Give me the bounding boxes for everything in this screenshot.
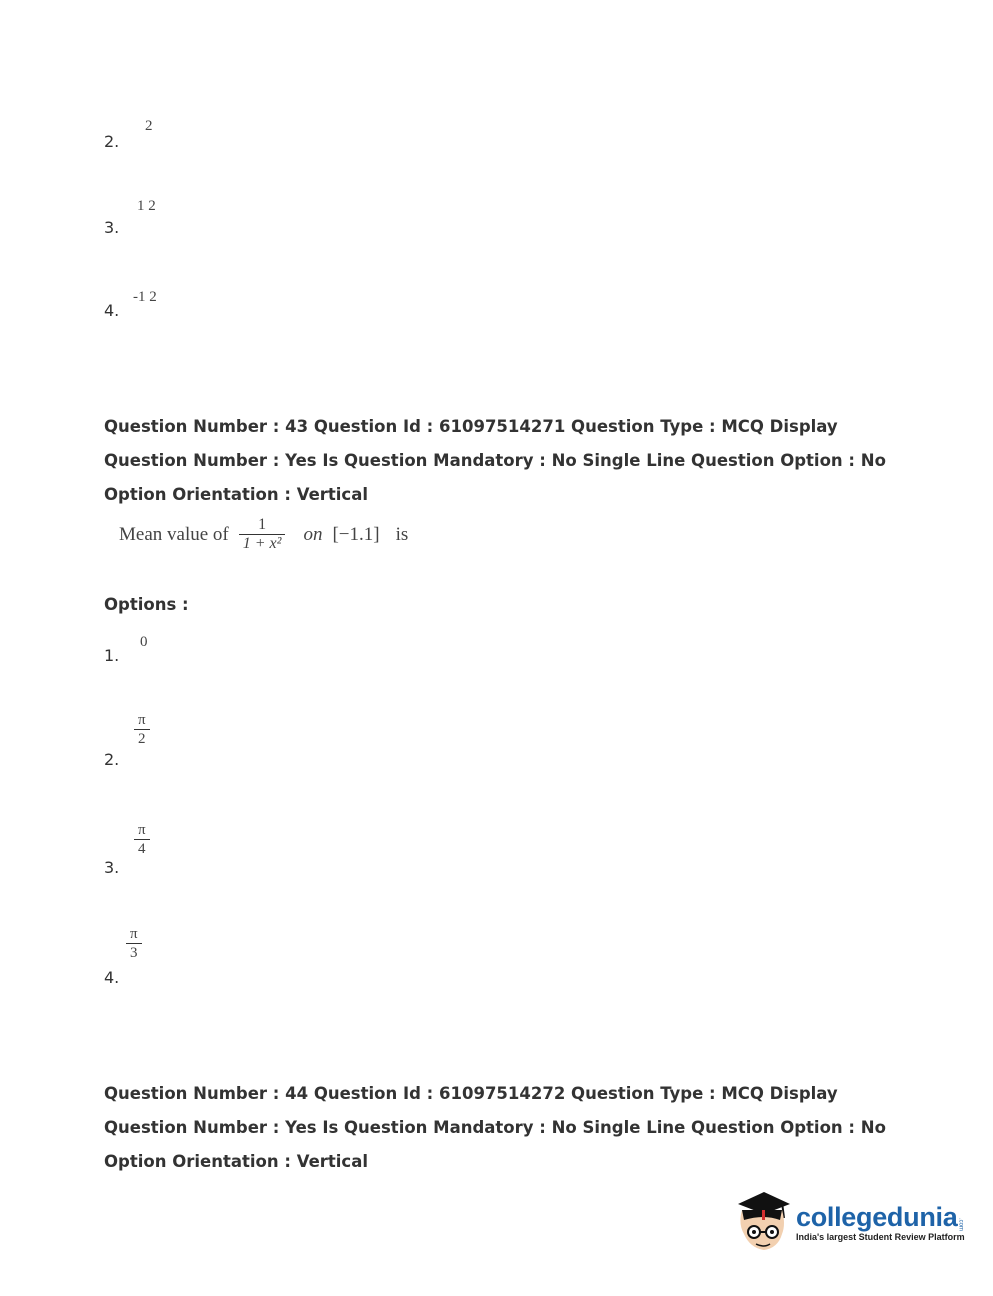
prev-option-number: 2.: [104, 132, 120, 151]
option-value: 0: [140, 634, 148, 650]
prev-option-number: 3.: [104, 218, 120, 237]
question-43-stem: [119, 517, 408, 552]
logo-name: collegedunia: [796, 1202, 958, 1232]
option-number: 4.: [104, 968, 120, 987]
option-fraction-denominator: 2: [134, 729, 150, 747]
option-fraction-numerator: π: [138, 822, 146, 838]
logo-tagline: India's largest Student Review Platform: [796, 1232, 965, 1242]
question-44-meta: Question Number : 44 Question Id : 61097514272 Question Type : MCQ Display Question Number : Yes Is Question Mandatory : No Single Line Question Option : No Option Orientation : Vertical: [104, 1084, 886, 1171]
prev-option-value: -1 2: [133, 289, 157, 305]
option-fraction-numerator: π: [138, 712, 146, 728]
prev-option-number: 4.: [104, 301, 120, 320]
stem-on: on: [303, 523, 323, 545]
stem-prefix: Mean value of: [119, 523, 229, 545]
logo-com: .com: [957, 1217, 964, 1231]
prev-option-value: 1 2: [137, 198, 156, 214]
option-fraction-denominator: 3: [126, 943, 142, 961]
stem-fraction-denominator: 1 + x²: [239, 534, 286, 552]
option-fraction-numerator: π: [130, 926, 138, 942]
logo-text-block: [796, 1203, 965, 1243]
options-label: Options :: [104, 595, 189, 614]
mascot-icon: [734, 1188, 792, 1258]
question-43-meta: Question Number : 43 Question Id : 61097514271 Question Type : MCQ Display Question Number : Yes Is Question Mandatory : No Single Line Question Option : No Option Orientation : Vertical: [104, 417, 886, 504]
option-number: 2.: [104, 750, 120, 769]
option-number: 3.: [104, 858, 120, 877]
prev-option-value: 2: [145, 118, 153, 134]
stem-fraction-numerator: 1: [258, 516, 267, 533]
option-fraction: [126, 926, 142, 961]
stem-interval: [−1.1]: [332, 523, 380, 545]
collegedunia-logo[interactable]: [734, 1188, 965, 1258]
option-fraction: [134, 712, 150, 747]
option-fraction: [134, 822, 150, 857]
option-fraction-denominator: 4: [134, 839, 150, 857]
stem-suffix: is: [395, 523, 409, 545]
option-number: 1.: [104, 646, 120, 665]
stem-fraction: [239, 517, 286, 552]
